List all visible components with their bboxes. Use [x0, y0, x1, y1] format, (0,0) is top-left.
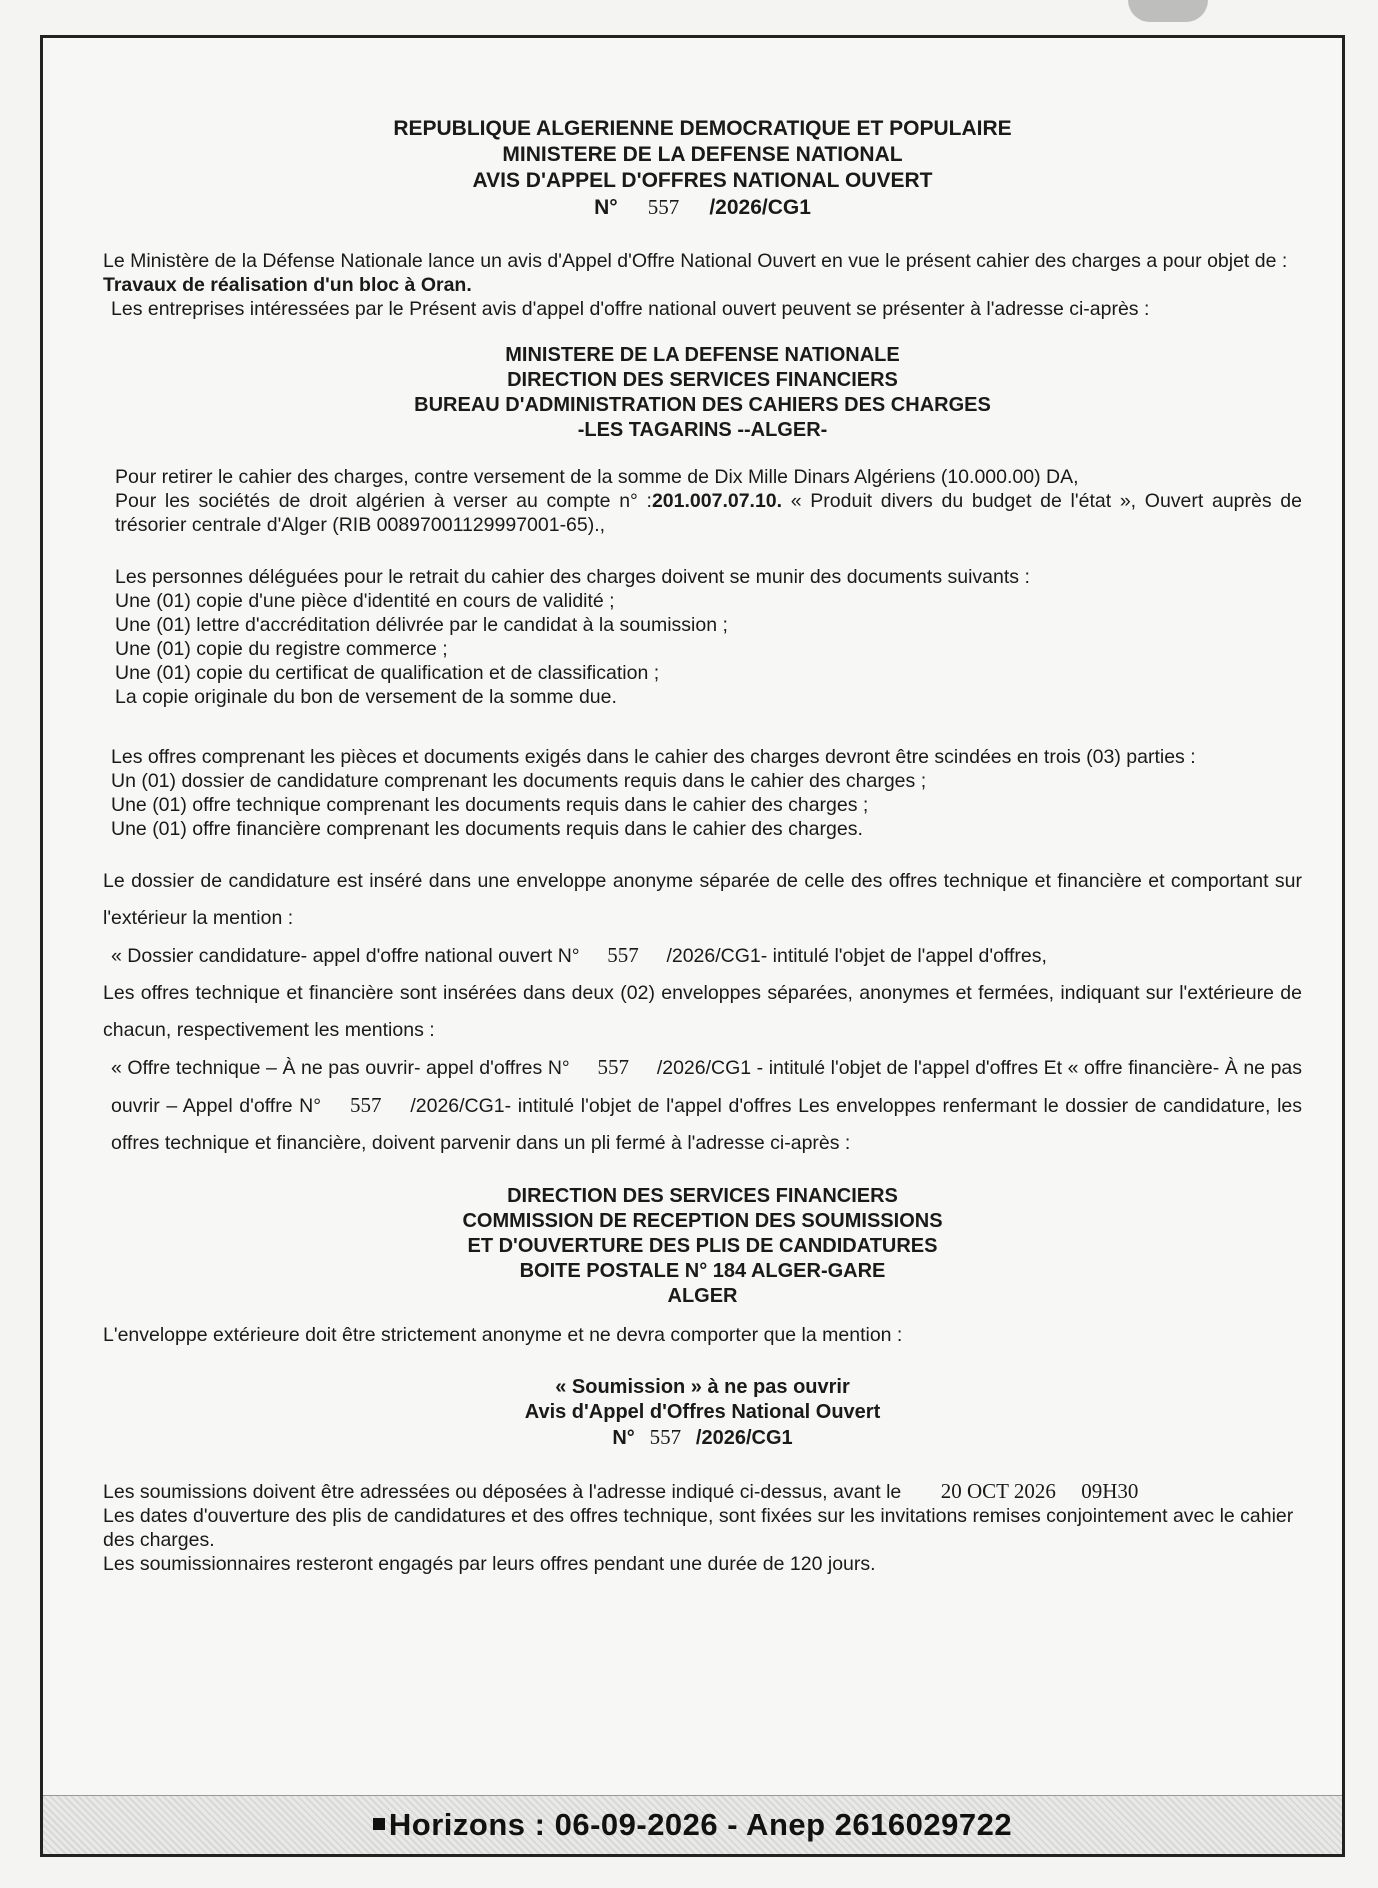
envelopes-p2a: « Dossier candidature- appel d'offre national ouvert N°	[111, 945, 580, 967]
notice-body	[103, 116, 1302, 1576]
envelopes-section	[103, 863, 1302, 1162]
envelopes-p1: Le dossier de candidature est inséré dans une enveloppe anonyme séparée de celle des offres technique et financière et comportant sur l'extérieur la mention :	[103, 870, 1302, 929]
intro-text-2: Les entreprises intéressées par le Présent avis d'appel d'offre national ouvert peuvent se présenter à l'adresse ci-après :	[111, 298, 1150, 320]
header-num-suffix: /2026/CG1	[709, 196, 811, 219]
envelopes-p4	[103, 1049, 1302, 1162]
offers-item: Une (01) offre technique comprenant les documents requis dans le cahier des charges ;	[111, 794, 869, 816]
envelopes-p2b: /2026/CG1- intitulé l'objet de l'appel d'offres,	[666, 945, 1047, 967]
address2-line1: DIRECTION DES SERVICES FINANCIERS	[507, 1185, 898, 1207]
mention-num-suffix: /2026/CG1	[695, 1427, 793, 1449]
payment-line2a: Pour les sociétés de droit algérien à verser au compte n° :	[115, 490, 652, 512]
payment-line2b: « Produit divers du budget de l'état », Ouvert auprès de trésorier centrale d'Alger (RIB 00897001129997001-65).,	[115, 490, 1302, 536]
offers-section	[103, 745, 1302, 841]
envelopes-p4c: /2026/CG1- intitulé l'objet de l'appel d'offres Les enveloppes renfermant le dossier de candidature, les offres technique et financière, doivent parvenir dans un pli fermé à l'adresse ci-après :	[111, 1095, 1302, 1154]
square-bullet-icon	[373, 1818, 385, 1830]
stamp-mark	[1128, 0, 1208, 22]
envelopes-p4b: /2026/CG1 - intitulé l'objet de l'appel d'offres Et « offre financière- À ne pas ouvrir – Appel d'offre N°	[111, 1057, 1303, 1117]
header-ministry: MINISTERE DE LA DEFENSE NATIONAL	[502, 143, 903, 166]
mention-intro: L'enveloppe extérieure doit être strictement anonyme et ne devra comporter que la mention :	[103, 1324, 903, 1346]
envelopes-p2-num: 557	[607, 943, 639, 967]
address1-line2: DIRECTION DES SERVICES FINANCIERS	[507, 369, 898, 391]
header-title: AVIS D'APPEL D'OFFRES NATIONAL OUVERT	[472, 169, 933, 192]
intro-paragraph	[103, 249, 1302, 321]
documents-item: Une (01) copie d'une pièce d'identité en cours de validité ;	[115, 590, 615, 612]
payment-paragraph	[103, 465, 1302, 537]
address1-line4: -LES TAGARINS --ALGER-	[577, 419, 828, 441]
address1-line1: MINISTERE DE LA DEFENSE NATIONALE	[505, 344, 900, 366]
address1-line3: BUREAU D'ADMINISTRATION DES CAHIERS DES CHARGES	[414, 394, 991, 416]
mention-block	[103, 1375, 1302, 1451]
closing-line2: Les dates d'ouverture des plis de candidatures et des offres technique, sont fixées sur les invitations remises conjointement avec le cahier des charges.	[103, 1505, 1294, 1551]
documents-intro: Les personnes déléguées pour le retrait du cahier des charges doivent se munir des documents suivants :	[115, 566, 1030, 588]
payment-account: 201.007.07.10.	[651, 490, 783, 512]
documents-item: Une (01) copie du certificat de qualification et de classification ;	[115, 662, 660, 684]
mention-number	[103, 1425, 1302, 1451]
closing-date: 20 OCT 2026	[940, 1479, 1056, 1503]
closing-line1-text: Les soumissions doivent être adressées ou déposées à l'adresse indiqué ci-dessus, avant le	[103, 1481, 902, 1503]
envelopes-p4a: « Offre technique – À ne pas ouvrir- appel d'offres N°	[111, 1057, 570, 1079]
closing-line3: Les soumissionnaires resteront engagés par leurs offres pendant une durée de 120 jours.	[103, 1553, 876, 1575]
envelopes-p4-num: 557	[597, 1055, 630, 1079]
offers-item: Un (01) dossier de candidature comprenant les documents requis dans le cahier des charges ;	[111, 770, 927, 792]
payment-line1: Pour retirer le cahier des charges, contre versement de la somme de Dix Mille Dinars Algériens (10.000.00) DA,	[115, 466, 1079, 488]
offers-intro: Les offres comprenant les pièces et documents exigés dans le cahier des charges devront être scindées en trois (03) parties :	[111, 746, 1196, 768]
header-num-prefix: N°	[594, 196, 618, 219]
intro-object: Travaux de réalisation d'un bloc à Oran.	[103, 274, 472, 296]
address2-line5: ALGER	[667, 1285, 738, 1307]
address2-line3: ET D'OUVERTURE DES PLIS DE CANDIDATURES	[467, 1235, 938, 1257]
envelopes-p2	[103, 937, 1302, 975]
closing-time: 09H30	[1081, 1479, 1139, 1503]
address-block-2	[103, 1184, 1302, 1309]
documents-item: Une (01) lettre d'accréditation délivrée par le candidat à la soumission ;	[115, 614, 728, 636]
closing-line1	[103, 1479, 1302, 1504]
notice-header	[103, 116, 1302, 221]
mention-line1: « Soumission » à ne pas ouvrir	[555, 1376, 850, 1398]
footer-text: Horizons : 06-09-2026 - Anep 2616029722	[388, 1807, 1013, 1842]
documents-section	[103, 565, 1302, 709]
address-block-1	[103, 343, 1302, 443]
newspaper-footer	[43, 1795, 1342, 1854]
offers-item: Une (01) offre financière comprenant les documents requis dans le cahier des charges.	[111, 818, 863, 840]
notice-frame	[40, 35, 1345, 1857]
documents-item: La copie originale du bon de versement de la somme due.	[115, 686, 617, 708]
mention-line2: Avis d'Appel d'Offres National Ouvert	[524, 1401, 881, 1423]
documents-item: Une (01) copie du registre commerce ;	[115, 638, 448, 660]
mention-num-prefix: N°	[612, 1427, 635, 1449]
header-number	[103, 194, 1302, 221]
address2-line4: BOITE POSTALE N° 184 ALGER-GARE	[519, 1260, 886, 1282]
closing-section	[103, 1479, 1302, 1576]
address2-line2: COMMISSION DE RECEPTION DES SOUMISSIONS	[462, 1210, 943, 1232]
header-num-value: 557	[647, 195, 680, 219]
envelopes-p3: Les offres technique et financière sont insérées dans deux (02) enveloppes séparées, anonymes et fermées, indiquant sur l'extérieure de chacun, respectivement les mentions :	[103, 982, 1302, 1041]
mention-num-value: 557	[649, 1425, 682, 1449]
header-republic: REPUBLIQUE ALGERIENNE DEMOCRATIQUE ET POPULAIRE	[393, 117, 1012, 140]
intro-text: Le Ministère de la Défense Nationale lance un avis d'Appel d'Offre National Ouvert en vue le présent cahier des charges a pour objet de :	[103, 250, 1288, 272]
envelopes-p4-num2: 557	[349, 1093, 382, 1117]
